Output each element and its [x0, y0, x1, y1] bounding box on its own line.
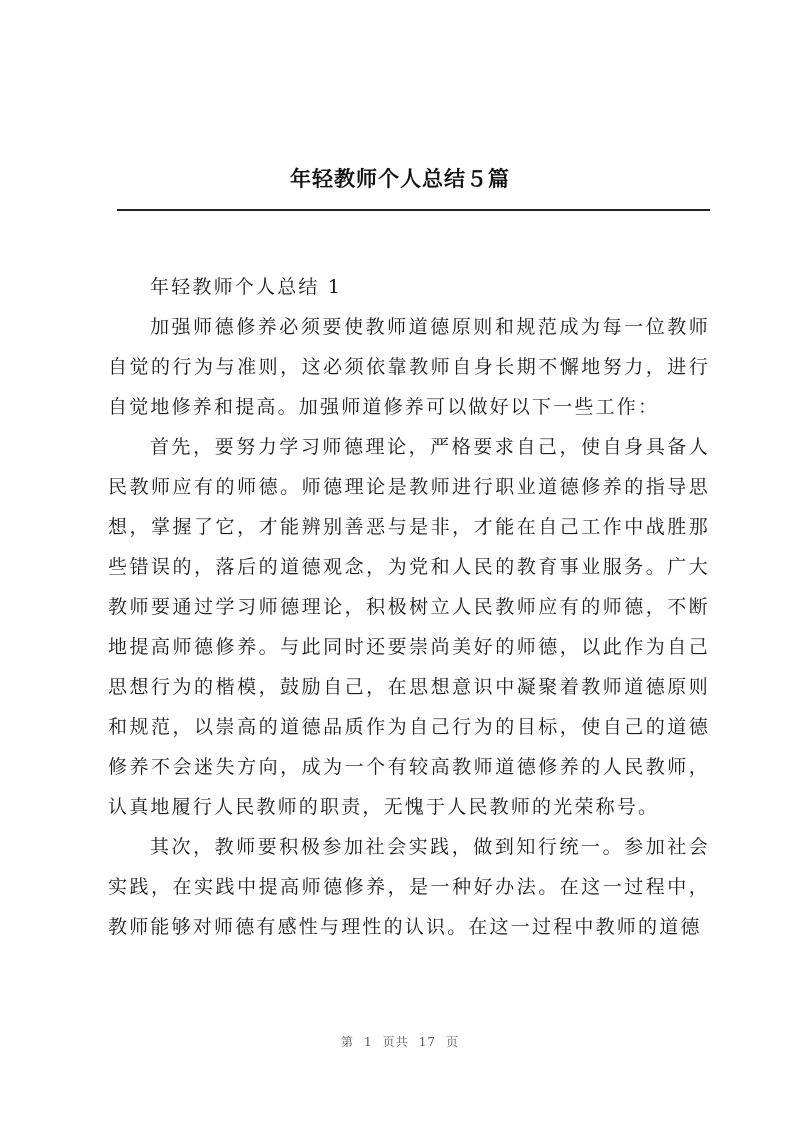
- document-title: 年轻教师个人总结５篇: [290, 166, 510, 191]
- footer-total-pages: 17: [418, 1035, 436, 1049]
- paragraph-3: 其次，教师要积极参加社会实践，做到知行统一。参加社会实践，在实践中提高师德修养，是一种好办法。在这一过程中，教师能够对师德有感性与理性的认识。在这一过程中教师的道德: [108, 836, 710, 938]
- page-footer: [0, 1033, 800, 1050]
- footer-middle: 页共: [382, 1035, 409, 1049]
- title-divider: [117, 209, 710, 211]
- document-body: [108, 267, 710, 947]
- footer-suffix: 页: [445, 1035, 459, 1049]
- paragraph-2: 首先，要努力学习师德理论，严格要求自己，使自身具备人民教师应有的师德。师德理论是教师进行职业道德修养的指导思想，掌握了它，才能辨别善恶与是非，才能在自己工作中战胜那些错误的，落后的道德观念，为党和人民的教育事业服务。广大教师要通过学习师德理论，积极树立人民教师应有的师德，不断地提高师德修养。与此同时还要崇尚美好的师德，以此作为自己思想行为的楷模，鼓励自己，在思想意识中凝聚着教师道德原则和规范，以崇高的道德品质作为自己行为的目标，使自己的道德修养不会迷失方向，成为一个有较高教师道德修养的人民教师，认真地履行人民教师的职责，无愧于人民教师的光荣称号。: [108, 436, 710, 818]
- footer-prefix: 第: [341, 1035, 355, 1049]
- paragraph-1: 加强师德修养必须要使教师道德原则和规范成为每一位教师自觉的行为与准则，这必须依靠教师自身长期不懈地努力，进行自觉地修养和提高。加强师道修养可以做好以下一些工作：: [108, 316, 710, 418]
- footer-page-number: 1: [364, 1035, 373, 1049]
- section-heading: 年轻教师个人总结 1: [150, 276, 343, 298]
